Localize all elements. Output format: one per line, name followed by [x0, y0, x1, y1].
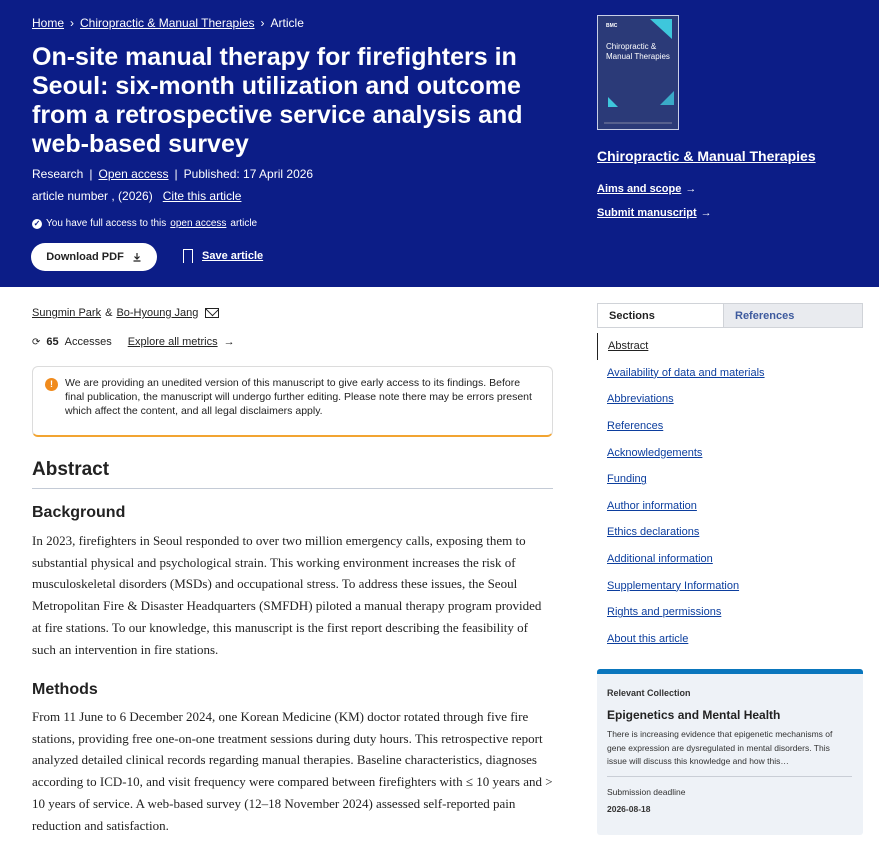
toc-link[interactable]: About this article	[607, 632, 689, 645]
article-number: article number , (2026)	[32, 189, 153, 203]
tab-sections[interactable]: Sections	[598, 304, 724, 327]
save-article-button[interactable]	[183, 249, 263, 263]
article-meta	[32, 167, 313, 181]
relevant-collection-card[interactable]	[597, 669, 863, 835]
metrics-icon: ⟳	[32, 336, 41, 348]
cover-title: Chiropractic & Manual Therapies	[606, 42, 670, 61]
download-pdf-label: Download PDF	[46, 251, 124, 263]
breadcrumb	[32, 16, 304, 30]
author-link[interactable]: Bo-Hyoung Jang	[116, 307, 199, 319]
article-header	[0, 0, 879, 287]
notice-text: We are providing an unedited version of this manuscript to give early access to its findings. Before final publication, the manuscript will undergo further editing. Please note there may be errors present which affect the content, and all legal disclaimers apply.	[65, 377, 532, 417]
check-circle-icon: ✓	[33, 218, 41, 228]
toc-link[interactable]: Abstract	[608, 340, 649, 353]
toc-item-abstract	[597, 333, 863, 360]
abstract-heading: Abstract	[32, 459, 110, 480]
breadcrumb-current: Article	[270, 16, 304, 30]
access-suffix: article	[230, 218, 258, 229]
toc-item-supplementary	[597, 572, 863, 599]
warning-icon: !	[45, 378, 58, 391]
author-list	[32, 307, 219, 319]
download-pdf-button[interactable]	[31, 243, 157, 271]
cover-decoration	[660, 91, 674, 105]
cover-logo: BMC	[606, 23, 618, 29]
download-icon	[132, 252, 142, 262]
accesses-label: Accesses	[64, 336, 112, 348]
toc-link[interactable]: Funding	[607, 473, 647, 486]
explore-metrics-link[interactable]: Explore all metrics	[127, 336, 218, 348]
article-metrics	[32, 336, 235, 348]
background-heading: Background	[32, 504, 126, 521]
author-link[interactable]: Sungmin Park	[32, 307, 102, 319]
chevron-right-icon: ›	[260, 16, 265, 30]
cover-decoration	[650, 19, 672, 39]
access-note	[32, 218, 257, 229]
email-icon[interactable]	[205, 308, 219, 318]
toc-item-funding	[597, 466, 863, 493]
aims-and-scope-link[interactable]	[597, 183, 696, 195]
aims-and-scope-label: Aims and scope	[597, 183, 682, 195]
submit-manuscript-link[interactable]	[597, 207, 712, 219]
open-access-inline-link[interactable]: open access	[170, 218, 227, 229]
divider	[607, 776, 852, 777]
background-paragraph: In 2023, firefighters in Seoul responded to over two million emergency calls, exposing them to substantial physical and psychological strain. This working environment increases the risk of musculoskeletal disorders (MSDs) and occupational stress. To address these issues, the Seoul Metropolitan Fire & Disaster Headquarters (SMFDH) piloted a manual therapy program provided at fire stations. To our knowledge, this manuscript is the first report describing the feasibility of such an intervention in fire stations.	[32, 533, 542, 657]
arrow-right-icon: →	[700, 207, 712, 219]
toc-item-acknowledgements	[597, 439, 863, 466]
deadline-label: Submission deadline	[607, 786, 686, 797]
toc-link[interactable]: Author information	[607, 499, 697, 512]
cover-footer	[604, 122, 672, 124]
toc-link[interactable]: Ethics declarations	[607, 526, 700, 539]
toc-link[interactable]: Abbreviations	[607, 393, 674, 406]
breadcrumb-journal[interactable]: Chiropractic & Manual Therapies	[80, 16, 255, 30]
meta-divider: |	[174, 167, 178, 181]
bookmark-icon	[183, 249, 193, 263]
article-citation-row	[32, 189, 241, 203]
methods-heading: Methods	[32, 681, 98, 698]
toc-item-rights	[597, 599, 863, 626]
toc-item-about	[597, 626, 863, 653]
journal-cover[interactable]	[597, 15, 679, 130]
author-separator: &	[105, 307, 113, 319]
tab-references[interactable]: References	[735, 309, 795, 322]
meta-divider: |	[89, 167, 93, 181]
toc-link[interactable]: Availability of data and materials	[607, 366, 765, 379]
toc-link[interactable]: References	[607, 420, 664, 433]
sections-toc	[597, 333, 863, 652]
cover-decoration	[608, 97, 618, 107]
toc-link[interactable]: Supplementary Information	[607, 579, 740, 592]
cite-this-article-link[interactable]: Cite this article	[162, 189, 242, 203]
toc-link[interactable]: Acknowledgements	[607, 446, 703, 459]
journal-name-link[interactable]: Chiropractic & Manual Therapies	[597, 148, 816, 164]
toc-item-author-information	[597, 493, 863, 520]
article-title: On-site manual therapy for firefighters in Seoul: six-month utilization and outcome from a retrospective service analysis and web-based survey	[32, 43, 523, 158]
toc-item-availability	[597, 360, 863, 387]
deadline-date: 2026-08-18	[607, 803, 651, 814]
arrow-right-icon: →	[223, 336, 235, 348]
chevron-right-icon: ›	[70, 16, 75, 30]
article-type: Research	[32, 167, 84, 181]
toc-link[interactable]: Rights and permissions	[607, 606, 722, 619]
toc-item-abbreviations	[597, 386, 863, 413]
toc-item-references	[597, 413, 863, 440]
collection-kicker: Relevant Collection	[607, 688, 691, 698]
sidebar-tabs	[597, 303, 863, 328]
collection-description: There is increasing evidence that epigenetic mechanisms of gene expression are dysregulated in mental disorders. This issue will discuss this knowledge and how this…	[607, 729, 833, 766]
breadcrumb-home[interactable]: Home	[32, 16, 65, 30]
accesses-count: 65	[46, 336, 59, 348]
divider	[32, 488, 553, 489]
access-prefix: You have full access to this	[46, 218, 167, 229]
published-date: Published: 17 April 2026	[183, 167, 314, 181]
open-access-link[interactable]: Open access	[98, 167, 169, 181]
collection-title[interactable]: Epigenetics and Mental Health	[607, 708, 781, 722]
toc-item-additional-information	[597, 546, 863, 573]
arrow-right-icon: →	[685, 183, 697, 195]
toc-item-ethics	[597, 519, 863, 546]
save-article-label: Save article	[202, 250, 264, 262]
methods-paragraph: From 11 June to 6 December 2024, one Korean Medicine (KM) doctor rotated through five fire stations, providing free one-on-one treatment sessions during duty hours. This retrospective report analyzed detailed clinical records regarding manual therapies. Baseline characteristics, diagnoses according to ICD-10, and visit frequency were compared between firefighters with ≤ 10 years and > 10 years of service. A web-based survey (12–18 November 2024) assessed self-reported pain reduction and satisfaction.	[32, 709, 553, 833]
submit-manuscript-label: Submit manuscript	[597, 207, 697, 219]
early-access-notice	[32, 366, 553, 437]
toc-link[interactable]: Additional information	[607, 553, 713, 566]
